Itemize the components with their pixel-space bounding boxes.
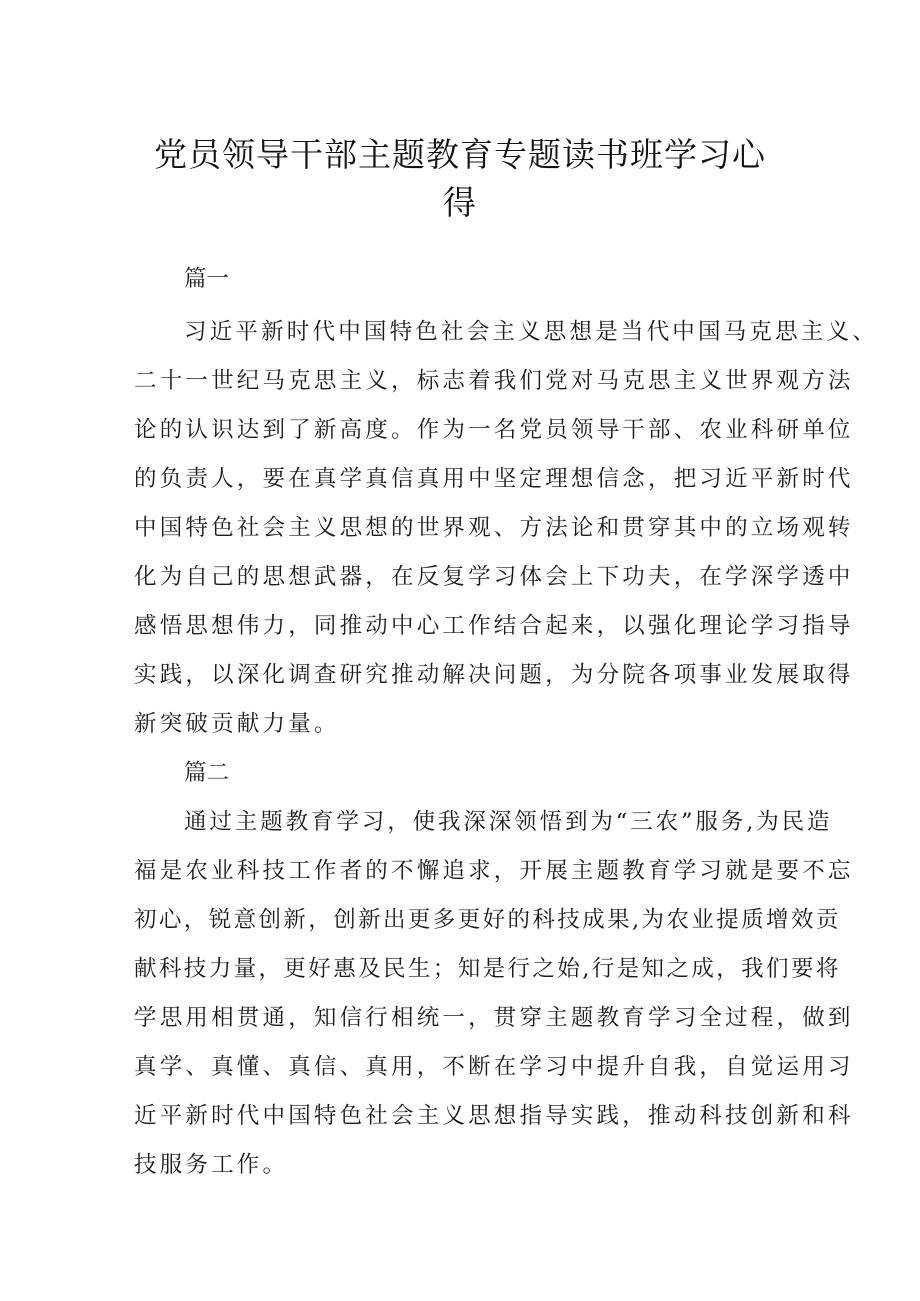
- paragraph-line: 习近平新时代中国特色社会主义思想是当代中国马克思主义、: [184, 319, 878, 345]
- title-line-1: 党员领导干部主题教育专题读书班学习心: [154, 135, 766, 174]
- paragraph-line: 中国特色社会主义思想的世界观、方法论和贯穿其中的立场观转: [134, 515, 854, 541]
- paragraph-line: 二十一世纪马克思主义，标志着我们党对马克思主义世界观方法: [134, 368, 854, 394]
- paragraph-line: 真学、真懂、真信、真用，不断在学习中提升自我，自觉运用习: [134, 1054, 854, 1080]
- paragraph-line: 福是农业科技工作者的不懈追求，开展主题教育学习就是要不忘: [134, 858, 854, 884]
- paragraph-line: 通过主题教育学习，使我深深领悟到为“三农”服务,为民造: [184, 809, 833, 835]
- paragraph-line: 新突破贡献力量。: [134, 711, 340, 737]
- paragraph-line: 感悟思想伟力，同推动中心工作结合起来，以强化理论学习指导: [134, 613, 854, 639]
- paragraph-line: 技服务工作。: [134, 1152, 289, 1178]
- document-title: [140, 131, 780, 227]
- section-heading-2: 篇二: [184, 760, 230, 786]
- paragraph-line: 近平新时代中国特色社会主义思想指导实践，推动科技创新和科: [134, 1103, 854, 1129]
- paragraph-line: 学思用相贯通，知信行相统一，贯穿主题教育学习全过程，做到: [134, 1005, 854, 1031]
- paragraph-line: 的负责人，要在真学真信真用中坚定理想信念，把习近平新时代: [134, 466, 854, 492]
- paragraph-line: 献科技力量，更好惠及民生；知是行之始,行是知之成，我们要将: [134, 956, 841, 982]
- paragraph-line: 化为自己的思想武器，在反复学习体会上下功夫，在学深学透中: [134, 564, 854, 590]
- paragraph-line: 初心，锐意创新，创新出更多更好的科技成果,为农业提质增效贡: [134, 907, 841, 933]
- paragraph-line: 实践，以深化调查研究推动解决问题，为分院各项事业发展取得: [134, 662, 854, 688]
- title-line-2: 得: [443, 183, 477, 222]
- paragraph-line: 论的认识达到了新高度。作为一名党员领导干部、农业科研单位: [134, 417, 854, 443]
- section-heading-1: 篇一: [184, 266, 230, 292]
